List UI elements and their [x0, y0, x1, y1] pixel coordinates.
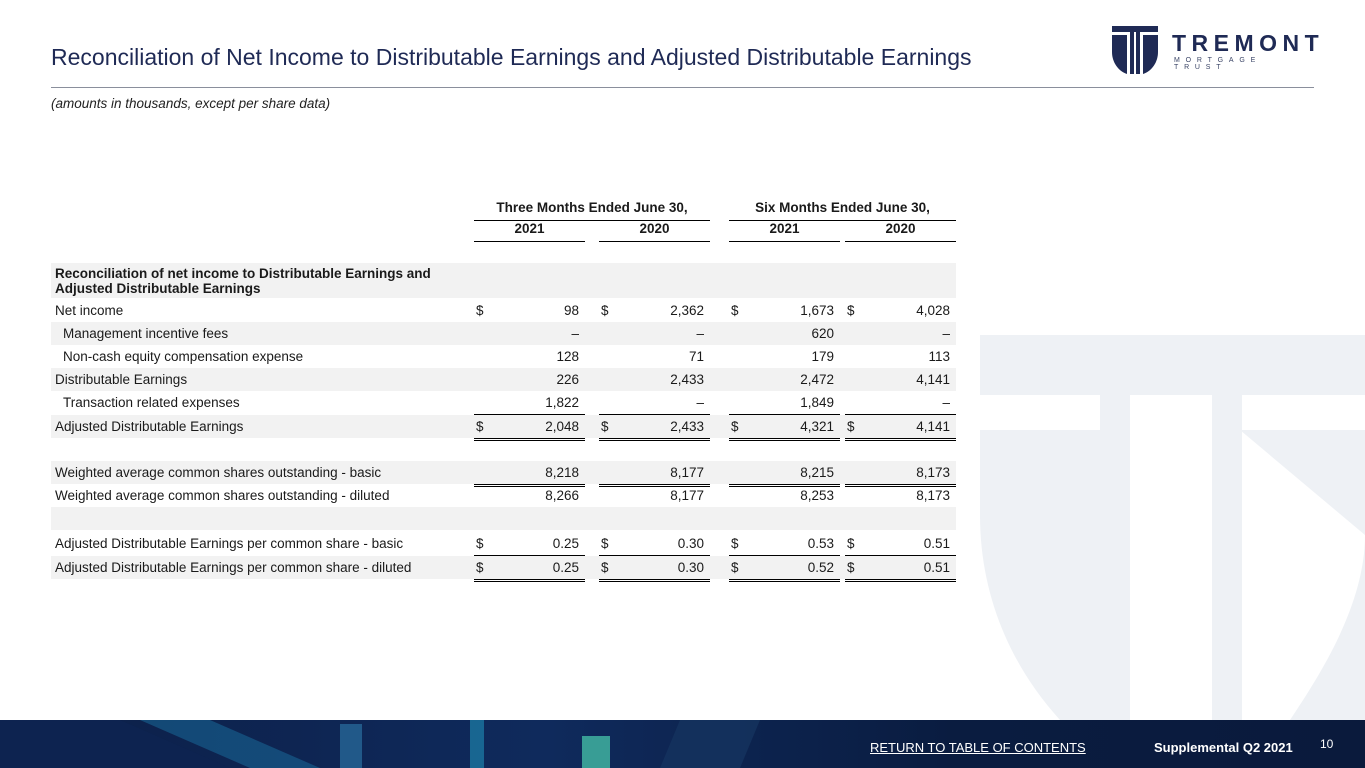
cell-value: 2,472: [800, 372, 834, 387]
cell-value: 0.51: [923, 536, 950, 551]
dollar-sign: $: [847, 560, 855, 575]
logo-wordmark: TREMONT: [1172, 30, 1325, 56]
dollar-sign: $: [731, 560, 739, 575]
row-label: Distributable Earnings: [55, 372, 188, 387]
cell-value: –: [696, 326, 704, 341]
period-header-three-months: Three Months Ended June 30,: [474, 200, 710, 221]
year-header: 2021: [729, 221, 840, 242]
value-cell: [474, 368, 585, 391]
table-row: [51, 415, 956, 438]
cell-value: 4,321: [800, 419, 834, 434]
table-row: [51, 368, 956, 391]
cell-value: 8,266: [545, 488, 579, 503]
cell-value: 0.25: [552, 536, 579, 551]
dollar-sign: $: [847, 303, 855, 318]
value-cell: [845, 322, 956, 345]
cell-value: 226: [556, 372, 579, 387]
cell-value: 2,048: [545, 419, 579, 434]
row-label: Weighted average common shares outstanding - basic: [55, 465, 382, 480]
row-label: Adjusted Distributable Earnings per common share - diluted: [55, 560, 412, 575]
page-title: Reconciliation of Net Income to Distributable Earnings and Adjusted Distributable Earnings: [51, 44, 972, 70]
value-cell: [729, 391, 840, 415]
dollar-sign: $: [476, 303, 484, 318]
section-header-label: Reconciliation of net income to Distributable Earnings and Adjusted Distributable Earnings: [55, 266, 431, 296]
cell-value: –: [696, 395, 704, 410]
cell-value: 4,141: [916, 419, 950, 434]
value-cell: [845, 391, 956, 415]
cell-value: 8,173: [916, 465, 950, 480]
cell-value: 2,433: [670, 372, 704, 387]
value-cell: [845, 556, 956, 582]
value-cell: [474, 322, 585, 345]
value-cell: [474, 556, 585, 582]
dollar-sign: $: [476, 419, 484, 434]
table-row: [51, 391, 956, 414]
cell-value: 0.25: [552, 560, 579, 575]
table-row: [51, 484, 956, 507]
cell-value: 8,215: [800, 465, 834, 480]
page-number: 10: [1320, 737, 1334, 751]
cell-value: 0.53: [807, 536, 834, 551]
dollar-sign: $: [601, 536, 609, 551]
row-label: Adjusted Distributable Earnings: [55, 419, 244, 434]
value-cell: [599, 556, 710, 582]
page-subtitle: (amounts in thousands, except per share data): [51, 96, 331, 111]
value-cell: [729, 322, 840, 345]
value-cell: [845, 368, 956, 391]
cell-value: 8,177: [670, 488, 704, 503]
value-cell: [599, 368, 710, 391]
value-cell: [599, 299, 710, 322]
row-label: Management incentive fees: [63, 326, 229, 341]
cell-value: 8,253: [800, 488, 834, 503]
table-row: [51, 532, 956, 555]
cell-value: 98: [563, 303, 579, 318]
row-label: Adjusted Distributable Earnings per common share - basic: [55, 536, 404, 551]
cell-value: –: [942, 326, 950, 341]
value-cell: [599, 532, 710, 556]
cell-value: 2,433: [670, 419, 704, 434]
value-cell: [474, 391, 585, 415]
spacer-row: [51, 507, 956, 530]
company-logo: [1112, 26, 1325, 76]
value-cell: [599, 345, 710, 369]
table-row: [51, 461, 956, 484]
value-cell: [845, 299, 956, 322]
cell-value: 2,362: [670, 303, 704, 318]
year-header: 2020: [845, 221, 956, 242]
cell-value: –: [571, 326, 579, 341]
dollar-sign: $: [847, 536, 855, 551]
year-header: 2021: [474, 221, 585, 242]
section-header-row: [51, 263, 956, 298]
spacer-row: [51, 438, 956, 461]
cell-value: 0.30: [677, 560, 704, 575]
row-label: Non-cash equity compensation expense: [63, 349, 304, 364]
cell-value: 71: [688, 349, 704, 364]
cell-value: 620: [811, 326, 834, 341]
cell-value: 1,849: [800, 395, 834, 410]
cell-value: 128: [556, 349, 579, 364]
dollar-sign: $: [476, 536, 484, 551]
cell-value: 1,822: [545, 395, 579, 410]
cell-value: 8,218: [545, 465, 579, 480]
return-to-toc-link[interactable]: RETURN TO TABLE OF CONTENTS: [870, 740, 1086, 755]
tremont-t-shield-icon: [1112, 26, 1158, 74]
table-row: [51, 299, 956, 322]
value-cell: [474, 532, 585, 556]
value-cell: [845, 532, 956, 556]
cell-value: 4,141: [916, 372, 950, 387]
table-row: [51, 322, 956, 345]
supplemental-label: Supplemental Q2 2021: [1154, 740, 1293, 755]
dollar-sign: $: [731, 536, 739, 551]
cell-value: 4,028: [916, 303, 950, 318]
cell-value: 8,173: [916, 488, 950, 503]
value-cell: [599, 391, 710, 415]
value-cell: [474, 299, 585, 322]
cell-value: 179: [811, 349, 834, 364]
cell-value: 1,673: [800, 303, 834, 318]
value-cell: [729, 345, 840, 369]
dollar-sign: $: [601, 419, 609, 434]
value-cell: [729, 368, 840, 391]
period-header-six-months: Six Months Ended June 30,: [729, 200, 956, 221]
value-cell: [729, 556, 840, 582]
row-label: Net income: [55, 303, 124, 318]
value-cell: [845, 345, 956, 369]
value-cell: [599, 322, 710, 345]
cell-value: 0.52: [807, 560, 834, 575]
table-row: [51, 556, 956, 579]
cell-value: –: [942, 395, 950, 410]
dollar-sign: $: [731, 419, 739, 434]
logo-subtitle: MORTGAGE TRUST: [1174, 57, 1262, 71]
value-cell: [474, 345, 585, 369]
row-label: Weighted average common shares outstanding - diluted: [55, 488, 390, 503]
dollar-sign: $: [476, 560, 484, 575]
watermark-t-icon: [980, 335, 1365, 720]
dollar-sign: $: [601, 560, 609, 575]
row-label: Transaction related expenses: [63, 395, 240, 410]
value-cell: [729, 532, 840, 556]
cell-value: 8,177: [670, 465, 704, 480]
cell-value: 0.51: [923, 560, 950, 575]
dollar-sign: $: [601, 303, 609, 318]
value-cell: [729, 299, 840, 322]
year-header: 2020: [599, 221, 710, 242]
cell-value: 113: [928, 349, 950, 364]
footer-band: [0, 720, 1365, 768]
dollar-sign: $: [847, 419, 855, 434]
table-row: [51, 345, 956, 368]
title-divider: [51, 87, 1314, 88]
cell-value: 0.30: [677, 536, 704, 551]
dollar-sign: $: [731, 303, 739, 318]
